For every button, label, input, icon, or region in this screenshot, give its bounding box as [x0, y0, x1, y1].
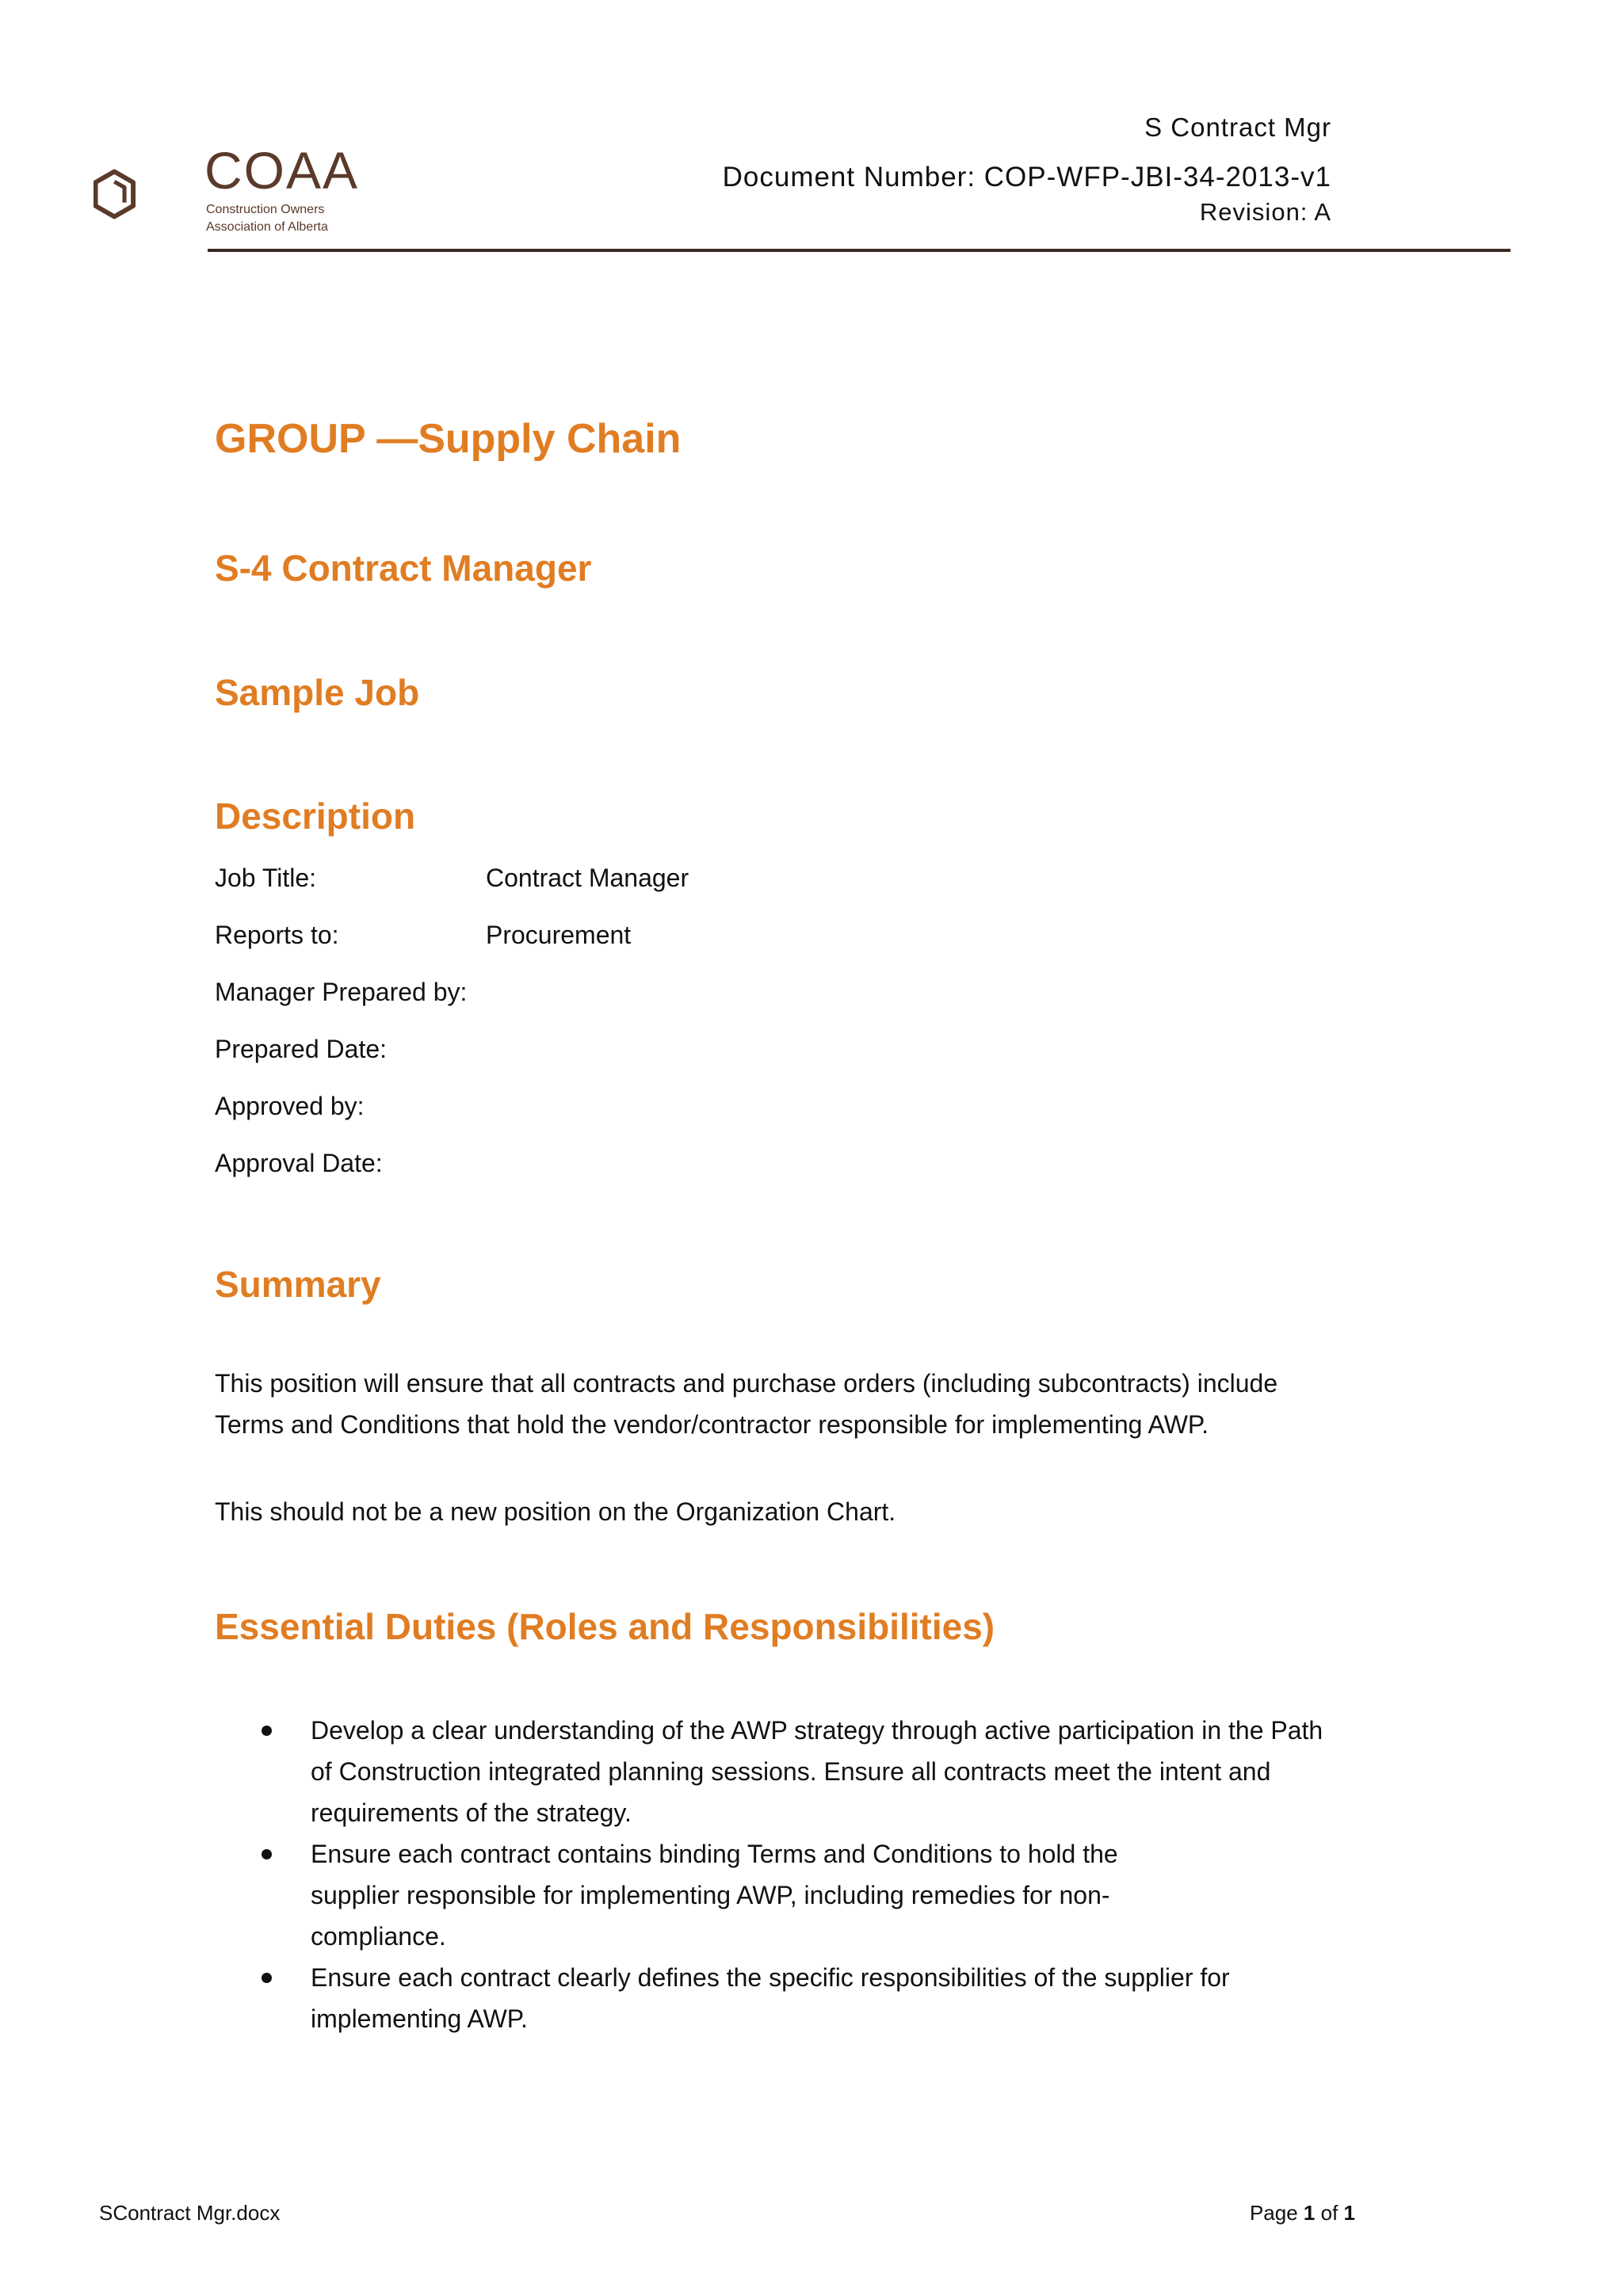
document-number: Document Number: COP-WFP-JBI-34-2013-v1 — [722, 162, 1331, 193]
essential-duties-heading: Essential Duties (Roles and Responsibilities) — [215, 1606, 995, 1647]
field-label-approval-date: Approval Date: — [215, 1149, 383, 1177]
bullet-icon — [262, 1726, 272, 1736]
page-prefix: Page — [1249, 2201, 1304, 2225]
list-item — [254, 1833, 1331, 1957]
field-value-reports-to: Procurement — [486, 921, 632, 949]
revision: Revision: A — [1199, 198, 1331, 226]
page-current: 1 — [1303, 2201, 1316, 2225]
field-label-manager-prepared-by: Manager Prepared by: — [215, 978, 468, 1006]
list-item — [254, 1957, 1331, 2039]
field-label-prepared-date: Prepared Date: — [215, 1035, 388, 1063]
footer-page-number — [1250, 2201, 1355, 2225]
duties-list — [254, 1710, 1331, 2039]
bullet-icon — [262, 1973, 272, 1983]
field-label-approved-by: Approved by: — [215, 1092, 365, 1120]
hexagon-logo-icon — [94, 135, 204, 254]
page-total: 1 — [1343, 2201, 1355, 2225]
duty-text: Ensure each contract contains binding Terms and Conditions to hold the supplier responsible for implementing AWP, including remedies for non-compliance. — [311, 1840, 1118, 1951]
header-divider — [208, 249, 1510, 252]
duty-text: Ensure each contract clearly defines the specific responsibilities of the supplier for implementing AWP. — [311, 1963, 1230, 2033]
list-item — [254, 1710, 1331, 1833]
role-heading: S-4 Contract Manager — [215, 547, 592, 589]
header-short-title: S Contract Mgr — [1144, 113, 1331, 142]
summary-paragraph-1: This position will ensure that all contracts and purchase orders (including subcontracts) include Terms and Conditions that hold the vendor/contractor responsible for implementing AWP. — [215, 1369, 1278, 1439]
logo-subtitle-line1: Construction Owners — [206, 203, 325, 216]
description-heading: Description — [215, 795, 416, 837]
page-of: of — [1315, 2201, 1344, 2225]
summary-heading: Summary — [215, 1264, 381, 1305]
bullet-icon — [262, 1849, 272, 1859]
summary-paragraph-2: This should not be a new position on the Organization Chart. — [215, 1497, 896, 1526]
footer-filename: SContract Mgr.docx — [99, 2201, 281, 2225]
group-heading: GROUP —Supply Chain — [215, 416, 682, 462]
sample-job-heading: Sample Job — [215, 672, 420, 713]
logo-subtitle-line2: Association of Alberta — [206, 220, 328, 234]
field-label-job-title: Job Title: — [215, 864, 317, 892]
field-value-job-title: Contract Manager — [486, 864, 689, 892]
field-label-reports-to: Reports to: — [215, 921, 339, 949]
logo-wordmark: COAA — [204, 141, 360, 200]
duty-text: Develop a clear understanding of the AWP strategy through active participation in the Path of Construction integrated planning sessions. Ensure all contracts meet the intent and requirements of the strategy. — [311, 1716, 1323, 1827]
